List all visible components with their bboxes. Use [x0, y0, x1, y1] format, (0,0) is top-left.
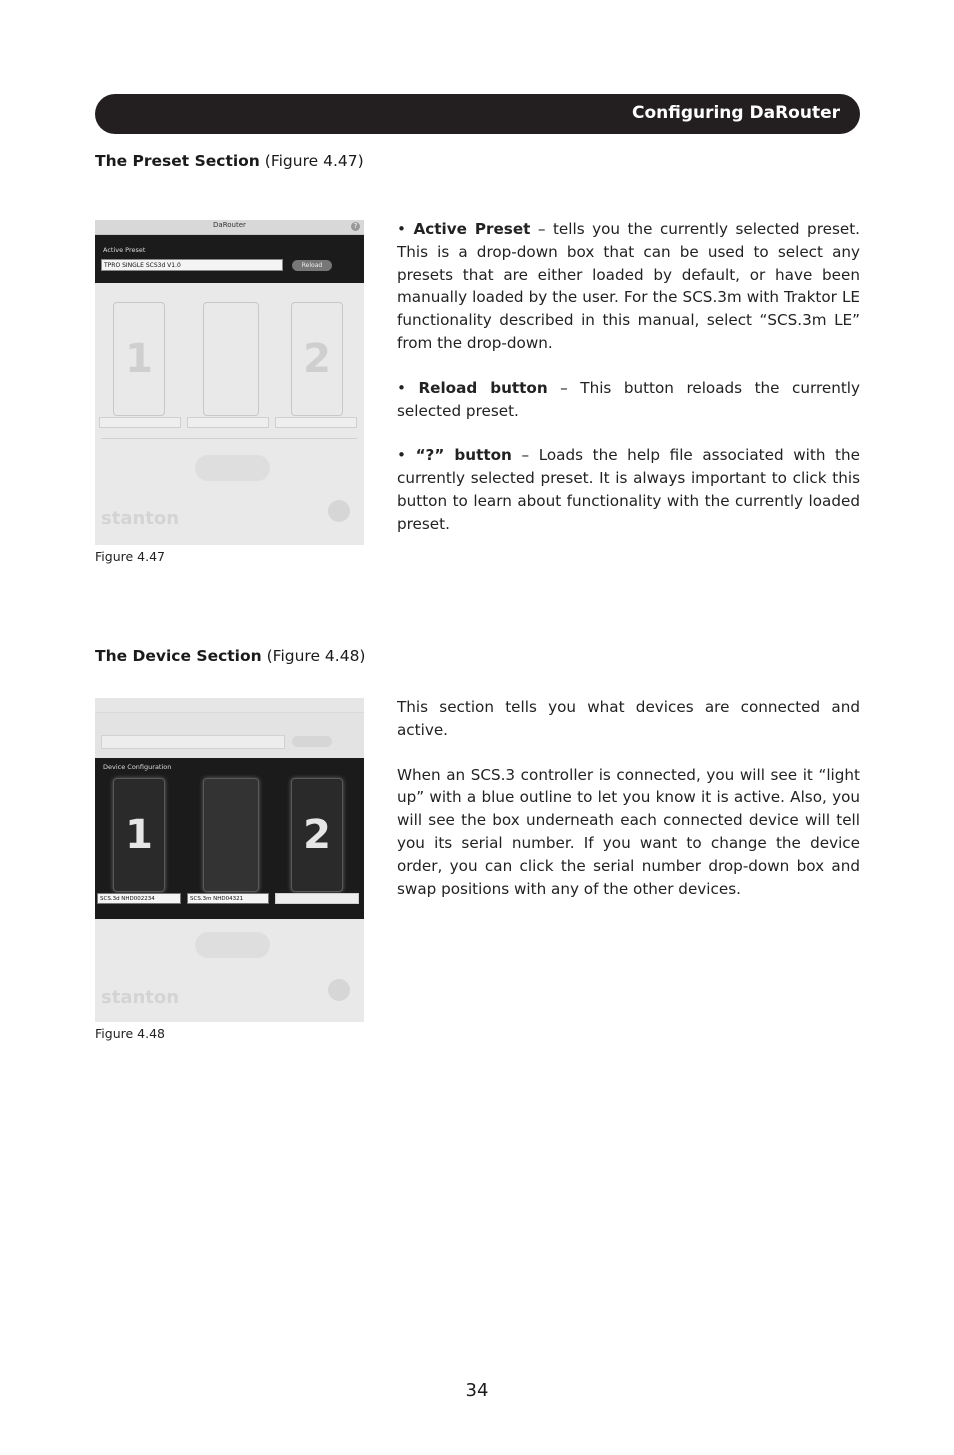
- reload-button-faded: [292, 736, 332, 747]
- routing-graphic: [195, 455, 270, 481]
- chapter-title: Configuring DaRouter: [631, 103, 840, 123]
- serial-number-1: SCS.3d NHD002234: [100, 896, 155, 902]
- preset-section-body: [397, 218, 860, 558]
- device-section-body: [397, 696, 860, 922]
- figure-caption-4-48: Figure 4.48: [95, 1026, 165, 1041]
- routing-graphic: [195, 932, 270, 958]
- active-preset-label: Active Preset: [103, 246, 146, 254]
- device-configuration-label: Device Configuration: [103, 763, 172, 771]
- divider: [101, 438, 357, 439]
- preset-section-title-bold: The Preset Section: [95, 152, 260, 170]
- device-slot-1: 1: [113, 302, 165, 416]
- help-button[interactable]: ?: [351, 222, 360, 231]
- badge-icon: [328, 500, 350, 522]
- figure-4-47: [95, 220, 364, 545]
- stanton-logo: stanton: [101, 987, 180, 1008]
- device-section-title-ref: (Figure 4.48): [261, 647, 366, 665]
- app-titlebar: [95, 220, 364, 235]
- serial-dropdown-3[interactable]: [275, 893, 359, 904]
- device-paragraph-2: When an SCS.3 controller is connected, you will see it “light up” with a blue outline to let you know it is active. Also, you will see the box underneath each connected device will tell you its serial number. If you want to change the device order, you can click the serial number drop-down box and swap positions with any of the other devices.: [397, 765, 860, 898]
- figure-caption-4-47: Figure 4.47: [95, 549, 165, 564]
- active-preset-value: TPRO SINGLE SCS3d V1.0: [104, 262, 181, 269]
- header-bar: [95, 94, 860, 134]
- badge-icon: [328, 979, 350, 1001]
- serial-dropdown-1[interactable]: [99, 417, 181, 428]
- preset-section-title: [95, 152, 364, 170]
- device-slot-mixer-active[interactable]: [203, 778, 259, 892]
- device-section-title: [95, 647, 365, 665]
- preset-section-title-ref: (Figure 4.47): [259, 152, 364, 170]
- serial-dropdown-3[interactable]: [275, 417, 357, 428]
- page-number: 34: [465, 1380, 489, 1401]
- app-titlebar-faded: [95, 698, 364, 713]
- active-preset-panel-faded: [95, 713, 364, 759]
- app-window-title: DaRouter: [213, 221, 246, 229]
- active-preset-dropdown[interactable]: [101, 259, 283, 271]
- device-slot-2-active[interactable]: 2: [291, 778, 343, 892]
- serial-number-2: SCS.3m NHD04321: [190, 896, 244, 902]
- device-section-title-bold: The Device Section: [95, 647, 262, 665]
- active-preset-dropdown-faded: [101, 735, 285, 749]
- serial-dropdown-1[interactable]: [97, 893, 181, 904]
- serial-dropdown-2[interactable]: [187, 417, 269, 428]
- bullet-active-preset: • Active Preset – tells you the currently selected preset. This is a drop-down box that can be used to select any presets that are either loaded by default, or have been manually loaded by the user. For the SCS.3m with Traktor LE functionality described in this manual, select “SCS.3m LE” from the drop-down.: [397, 220, 860, 352]
- device-slot-2: 2: [291, 302, 343, 416]
- bullet-help-button: • “?” button – Loads the help file associated with the currently selected preset. It is always important to click this button to learn about functionality with the currently loaded preset.: [397, 446, 860, 533]
- stanton-logo: stanton: [101, 508, 180, 529]
- device-configuration-panel: [95, 758, 364, 919]
- active-preset-panel: [95, 235, 364, 283]
- reload-button[interactable]: Reload: [292, 260, 332, 271]
- device-slot-1-active[interactable]: 1: [113, 778, 165, 892]
- bullet-reload-button: • Reload button – This button reloads the currently selected preset.: [397, 378, 861, 420]
- serial-dropdown-2[interactable]: [187, 893, 269, 904]
- device-slot-middle: [203, 302, 259, 416]
- device-paragraph-1: This section tells you what devices are connected and active.: [397, 698, 860, 739]
- figure-4-48: [95, 698, 364, 1022]
